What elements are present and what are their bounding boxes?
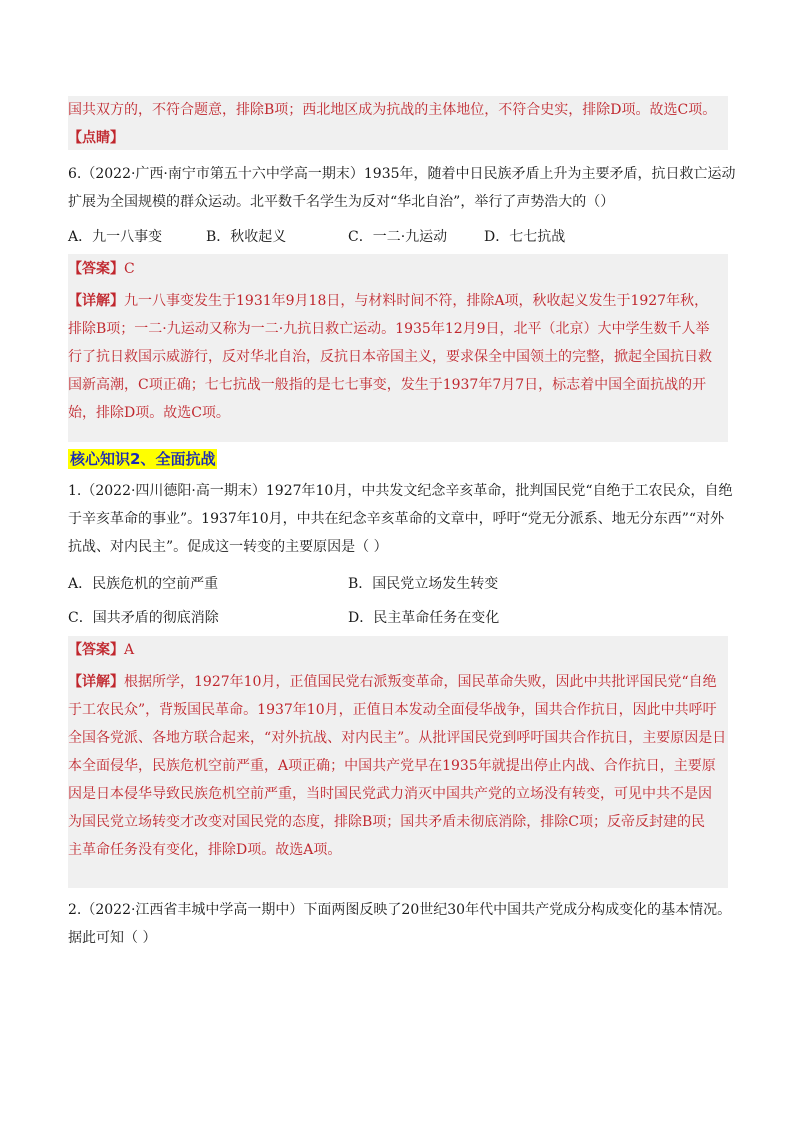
option-d: D．民主革命任务在变化 xyxy=(348,610,500,626)
detail-line: 为国民党立场转变才改变对国民党的态度，排除B项；国共矛盾未彻底消除，排除C项；反帝反封建的民 xyxy=(68,814,705,830)
detail-line: 排除B项；一二·九运动又称为一二·九抗日救亡运动。1935年12月9日，北平（北京）大中学生数千人举 xyxy=(68,321,710,337)
answer-tag: 【答案】 xyxy=(68,642,124,658)
answer-line xyxy=(68,640,134,660)
detail-line: 于工农民众”，背叛国民革命。1937年10月，正值日本发动全面侵华战争，国共合作抗日，因此中共呼吁 xyxy=(68,702,717,718)
option-c: C．一二·九运动 xyxy=(348,229,448,245)
answer-value: C xyxy=(124,261,135,277)
question-stem-line: 抗战、对内民主”。促成这一转变的主要原因是（ ） xyxy=(68,539,388,555)
detail-line: 因是日本侵华导致民族危机空前严重，当时国民党武力消灭中国共产党的立场没有转变，可见中共不是因 xyxy=(68,786,712,802)
question-stem-line: 据此可知（ ） xyxy=(68,930,157,946)
detail-line: 主革命任务没有变化，排除D项。故选A项。 xyxy=(68,842,342,858)
detail-line xyxy=(68,672,717,692)
answer-line xyxy=(68,259,135,279)
question-stem-line: 6.（2022·广西·南宁市第五十六中学高一期末）1935年，随着中日民族矛盾上升为主要矛盾，抗日救亡运动 xyxy=(68,166,736,182)
option-d: D．七七抗战 xyxy=(484,229,566,245)
detail-line: 全国各党派、各地方联合起来，“对外抗战、对内民主”。从批评国民党到呼吁国共合作抗日，主要原因是日 xyxy=(68,730,727,746)
option-b: B．国民党立场发生转变 xyxy=(348,576,499,592)
question-stem-line: 2.（2022·江西省丰城中学高一期中）下面两图反映了20世纪30年代中国共产党成分构成变化的基本情况。 xyxy=(68,902,732,918)
dianjing-tag: 【点睛】 xyxy=(68,130,124,146)
option-a: A．九一八事变 xyxy=(68,229,163,245)
answer-value: A xyxy=(124,642,135,658)
detail-text: 九一八事变发生于1931年9月18日，与材料时间不符，排除A项，秋收起义发生于1927年秋， xyxy=(124,293,709,309)
option-a: A．民族危机的空前严重 xyxy=(68,576,219,592)
detail-tag: 【详解】 xyxy=(68,674,124,690)
detail-line xyxy=(68,291,708,311)
section-heading: 核心知识2、全面抗战 xyxy=(70,450,216,468)
detail-line: 本全面侵华，民族危机空前严重，A项正确；中国共产党早在1935年就提出停止内战、合作抗日，主要原 xyxy=(68,758,716,774)
detail-tag: 【详解】 xyxy=(68,293,124,309)
answer-tag: 【答案】 xyxy=(68,261,124,277)
option-b: B．秋收起义 xyxy=(206,229,287,245)
detail-line: 国共双方的，不符合题意，排除B项；西北地区成为抗战的主体地位，不符合史实，排除D项。故选C项。 xyxy=(68,102,717,118)
detail-text: 根据所学，1927年10月，正值国民党右派叛变革命，国民革命失败，因此中共批评国民党“自绝 xyxy=(124,674,717,690)
detail-line: 始，排除D项。故选C项。 xyxy=(68,405,230,421)
option-c: C．国共矛盾的彻底消除 xyxy=(68,610,219,626)
question-stem-line: 于辛亥革命的事业”。1937年10月，中共在纪念辛亥革命的文章中，呼吁“党无分派系、地无分东西”“对外 xyxy=(68,511,725,527)
detail-line: 行了抗日救国示威游行，反对华北自治，反抗日本帝国主义，要求保全中国领土的完整，掀起全国抗日救 xyxy=(68,349,712,365)
question-stem-line: 1.（2022·四川德阳·高一期末）1927年10月，中共发文纪念辛亥革命，批判国民党“自绝于工农民众，自绝 xyxy=(68,483,733,499)
detail-line: 国新高潮，C项正确；七七抗战一般指的是七七事变，发生于1937年7月7日，标志着中国全面抗战的开 xyxy=(68,377,707,393)
question-stem-line: 扩展为全国规模的群众运动。北平数千名学生为反对“华北自治”，举行了声势浩大的（） xyxy=(68,194,615,210)
